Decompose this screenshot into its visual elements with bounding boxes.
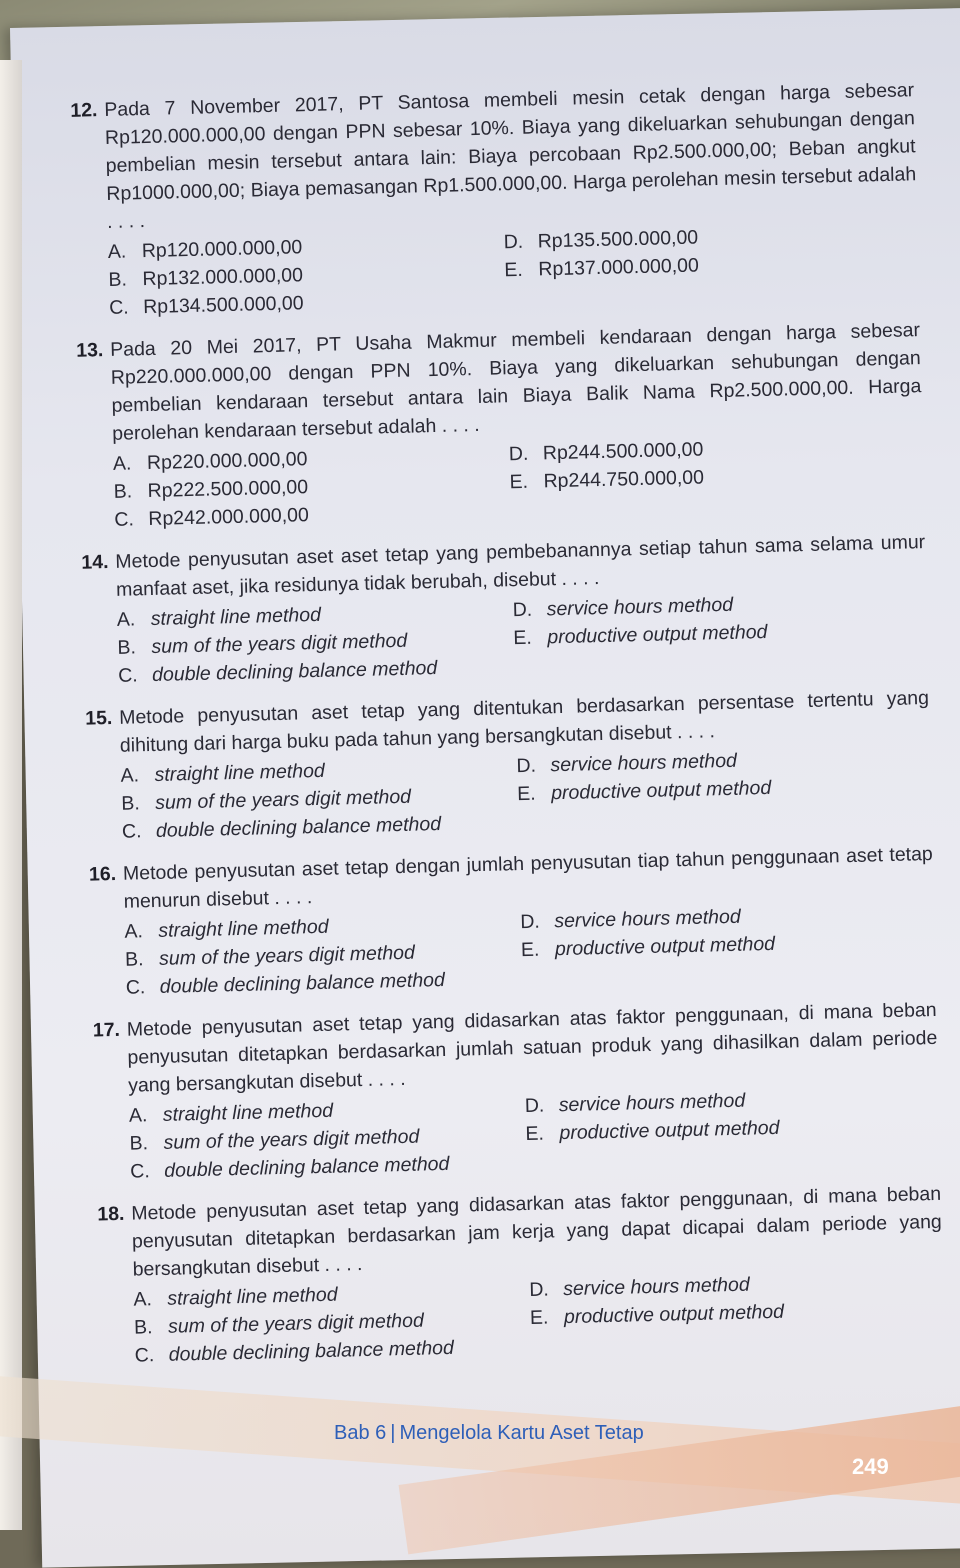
option-letter: C. [117,664,138,687]
question-text: Pada 7 November 2017, PT Santosa membeli mesin cetak dengan harga sebesar Rp120.000.000,00 dengan PPN sebesar 10%. Biaya yang dikeluarkan sehubungan dengan pembelian mesin tersebut antara lain: Biaya percobaan Rp2.500.000,00; Beban angkut Rp1000.000,00; Biaya pemasangan Rp1.500.000,00. Harga perolehan mesin tersebut adalah . . . . [104,79,917,233]
option-letter: A. [133,1288,153,1311]
page-footer [0,1392,960,1528]
option-letter: D. [503,230,524,254]
option-letter: C. [130,1160,151,1183]
option-text: service hours method [554,905,741,933]
option-text: productive output method [547,620,768,649]
option-letter: B. [113,480,133,503]
option-text: Rp120.000.000,00 [141,236,303,263]
option-text: service hours method [563,1273,750,1301]
option-text: productive output method [550,776,772,805]
question-text: Pada 20 Mei 2017, PT Usaha Makmur membeli kendaraan dengan harga sebesar Rp220.000.000,00 dengan PPN 10%. Biaya yang dikeluarkan sehubungan dengan pembelian kendaraan tersebut antara lain Biaya Balik Nama Rp2.500.000,00. Harga perolehan kendaraan tersebut adalah . . . . [109,319,922,445]
question-14 [81,528,928,690]
question-number: 16. [88,862,117,886]
option-letter: D. [516,754,537,778]
option-letter: D. [524,1094,545,1118]
option-text: double declining balance method [151,657,438,686]
separator: | [390,1422,396,1444]
option-text: sum of the years digit method [158,941,416,970]
chapter-title [334,1422,644,1445]
option-letter: D. [512,598,533,622]
option-text: sum of the years digit method [163,1125,420,1154]
question-17 [92,996,940,1186]
option-text: Rp137.000.000,00 [538,254,700,281]
option-letter: B. [129,1132,149,1155]
option-text: productive output method [559,1116,780,1145]
option-text: double declining balance method [164,1152,450,1182]
option-letter: B. [121,792,140,815]
question-15 [84,684,932,846]
option-letter: B. [108,268,128,291]
option-text: sum of the years digit method [155,785,412,814]
option-letter: B. [117,636,137,659]
option-letter: A. [120,764,140,787]
option-text: Rp135.500.000,00 [537,226,699,253]
option-text: Rp244.750.000,00 [543,466,705,493]
question-text: Metode penyusutan aset tetap yang didasarkan atas faktor penggunaan, di mana beban penyusutan ditetapkan berdasarkan jam kerja yang dapat dicapai dalam periode yang bersangkutan disebut . . . . [131,1182,943,1281]
question-18 [97,1180,945,1370]
chapter-label: Bab 6 [334,1422,387,1444]
option-text: double declining balance method [155,812,442,842]
option-letter: A. [112,452,132,475]
options [107,218,919,322]
question-text: Metode penyusutan aset tetap yang didasarkan atas faktor penggunaan, di mana beban penyusutan ditetapkan berdasarkan jumlah satuan produk yang dihasilkan dalam periode yang bersangkutan disebut . . . . [126,998,938,1097]
option-letter: A. [116,608,136,631]
option-letter: C. [125,976,146,999]
option-letter: E. [529,1306,549,1329]
option-text: straight line method [154,759,326,786]
option-text: Rp222.500.000,00 [147,476,309,503]
option-letter: A. [128,1104,148,1127]
question-text: Metode penyusutan aset tetap yang ditentukan berdasarkan persentase tertentu yang dihitung dari harga buku pada tahun yang bersangkutan disebut . . . . [118,687,930,757]
option-text: straight line method [150,603,322,631]
option-text: service hours method [550,749,738,777]
option-letter: E. [520,938,540,962]
question-text: Metode penyusutan aset tetap dengan jumlah penyusutan tiap tahun penggunaan aset tetap menurun disebut . . . . [122,842,934,913]
option-text: Rp244.500.000,00 [542,438,704,465]
option-text: sum of the years digit method [167,1309,425,1338]
page-edge [0,60,22,1530]
option-letter: B. [133,1316,153,1339]
options [113,430,925,534]
question-number: 12. [70,99,98,122]
option-text: Rp242.000.000,00 [148,504,310,531]
chapter-name: Mengelola Kartu Aset Tetap [399,1422,644,1444]
option-text: Rp132.000.000,00 [142,264,304,291]
option-text: productive output method [563,1300,785,1329]
page-number: 249 [852,1454,889,1479]
question-16 [88,840,936,1002]
option-text: straight line method [162,1099,334,1126]
question-number: 15. [84,706,113,730]
option-letter: E. [513,626,533,650]
options [124,898,936,1002]
option-letter: B. [124,948,144,971]
question-number: 14. [81,551,109,574]
option-letter: C. [121,820,142,843]
question-12 [70,76,919,322]
options [129,1082,941,1186]
options [133,1266,945,1370]
option-text: double declining balance method [159,968,446,998]
option-letter: C. [114,508,135,531]
option-text: double declining balance method [168,1336,455,1366]
question-text: Metode penyusutan aset aset tetap yang pembebanannya setiap tahun sama selama umur manfaat aset, jika residunya tidak berubah, disebut . . . . [115,531,926,601]
options [120,742,932,846]
option-letter: D. [520,910,541,934]
option-letter: D. [508,442,529,466]
option-letter: C. [134,1344,155,1367]
option-letter: D. [529,1278,550,1301]
option-letter: A. [107,240,127,263]
option-letter: E. [509,470,529,494]
option-text: Rp220.000.000,00 [146,448,308,475]
option-text: Rp134.500.000,00 [142,292,304,319]
option-text: service hours method [546,593,734,621]
option-text: straight line method [158,915,329,942]
option-letter: A. [124,920,144,943]
question-number: 13. [75,339,104,362]
question-number: 18. [97,1202,125,1226]
option-text: sum of the years digit method [151,629,408,659]
question-list [70,76,945,1383]
option-letter: E. [516,782,536,806]
question-13 [75,316,925,534]
option-letter: C. [108,296,129,319]
options [116,586,928,690]
option-text: straight line method [167,1283,338,1310]
option-text: productive output method [554,932,776,961]
option-text: service hours method [558,1089,746,1117]
option-letter: E. [525,1122,545,1146]
option-letter: E. [504,258,524,282]
question-number: 17. [92,1018,121,1042]
